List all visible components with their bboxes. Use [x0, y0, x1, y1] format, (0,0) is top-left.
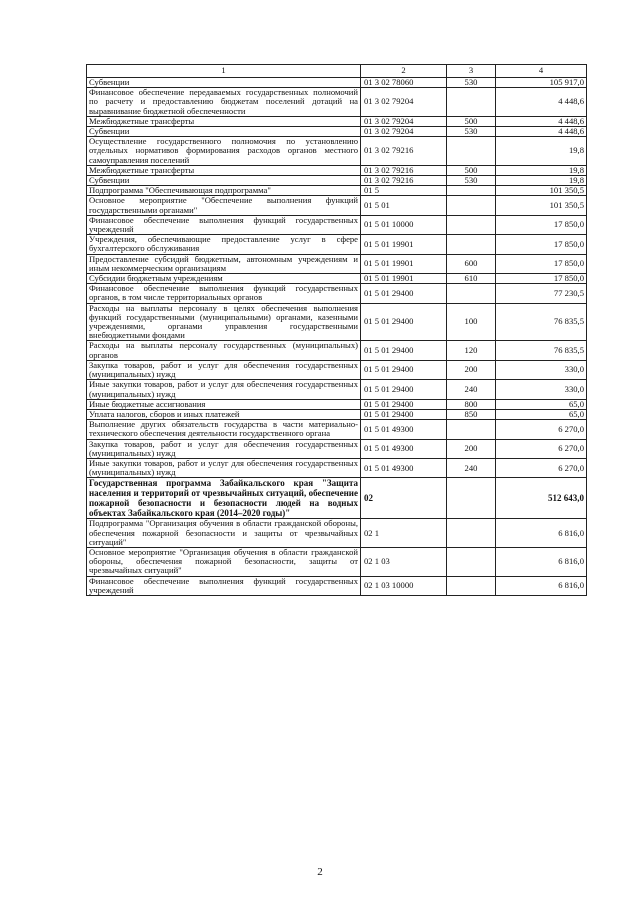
table-row	[87, 547, 587, 576]
table-row	[87, 439, 587, 458]
row-code-cell: 01 5 01 49300	[361, 420, 447, 439]
row-type-cell	[447, 420, 496, 439]
table-row	[87, 303, 587, 341]
row-type-cell	[447, 547, 496, 576]
row-code-cell: 01 3 02 79204	[361, 127, 447, 137]
row-type-cell: 800	[447, 399, 496, 409]
row-type-cell	[447, 284, 496, 303]
row-sum-cell: 6 816,0	[496, 519, 587, 548]
row-type-cell: 530	[447, 176, 496, 186]
row-type-cell: 500	[447, 116, 496, 126]
row-code-cell: 01 5 01 19901	[361, 254, 447, 273]
table-row	[87, 284, 587, 303]
row-sum-cell: 65,0	[496, 409, 587, 419]
row-type-cell: 120	[447, 341, 496, 360]
row-type-cell: 100	[447, 303, 496, 341]
row-sum-cell: 17 850,0	[496, 215, 587, 234]
row-code-cell: 02	[361, 478, 447, 519]
row-sum-cell: 65,0	[496, 399, 587, 409]
row-name-cell: Учреждения, обеспечивающие предоставление услуг в сфере бухгалтерского обслуживания	[87, 235, 361, 254]
row-name-cell: Закупка товаров, работ и услуг для обеспечения государственных (муниципальных) нужд	[87, 360, 361, 379]
row-name-cell: Расходы на выплаты персоналу государственных (муниципальных) органов	[87, 341, 361, 360]
row-type-cell	[447, 137, 496, 166]
table-row	[87, 519, 587, 548]
table-row	[87, 78, 587, 88]
row-name-cell: Субсидии бюджетным учреждениям	[87, 274, 361, 284]
row-type-cell	[447, 215, 496, 234]
row-code-cell: 01 5 01 19901	[361, 235, 447, 254]
row-type-cell	[447, 478, 496, 519]
row-type-cell: 850	[447, 409, 496, 419]
row-sum-cell: 6 816,0	[496, 547, 587, 576]
row-code-cell: 01 3 02 79216	[361, 137, 447, 166]
table-row	[87, 409, 587, 419]
row-code-cell: 01 5 01 29400	[361, 303, 447, 341]
row-name-cell: Субвенции	[87, 78, 361, 88]
table-row	[87, 274, 587, 284]
table-row	[87, 137, 587, 166]
table-row	[87, 235, 587, 254]
row-type-cell: 240	[447, 458, 496, 477]
row-type-cell	[447, 576, 496, 595]
row-sum-cell: 77 230,5	[496, 284, 587, 303]
table-row	[87, 127, 587, 137]
row-code-cell: 01 5 01	[361, 196, 447, 215]
row-name-cell: Иные закупки товаров, работ и услуг для обеспечения государственных (муниципальных) нужд	[87, 458, 361, 477]
row-name-cell: Иные бюджетные ассигнования	[87, 399, 361, 409]
row-name-cell: Иные закупки товаров, работ и услуг для обеспечения государственных (муниципальных) нужд	[87, 380, 361, 399]
row-name-cell: Государственная программа Забайкальского края "Защита населения и территорий от чрезвычайных ситуаций, обеспечение пожарной безопасности и безопасности людей на водных объектах Забайкальского края (2014–2020 годы)"	[87, 478, 361, 519]
table-row	[87, 165, 587, 175]
page-number: 2	[317, 866, 323, 878]
row-type-cell: 240	[447, 380, 496, 399]
header-col-3: 3	[447, 65, 496, 78]
row-code-cell: 01 5 01 29400	[361, 284, 447, 303]
row-sum-cell: 330,0	[496, 380, 587, 399]
row-type-cell	[447, 235, 496, 254]
row-name-cell: Основное мероприятие "Организация обучения в области гражданской обороны, обеспечения пожарной безопасности, защиты от чрезвычайных ситуаций"	[87, 547, 361, 576]
row-sum-cell: 4 448,6	[496, 127, 587, 137]
row-code-cell: 01 3 02 79216	[361, 176, 447, 186]
row-name-cell: Основное мероприятие "Обеспечение выполнения функций государственными органами"	[87, 196, 361, 215]
row-sum-cell: 330,0	[496, 360, 587, 379]
table-row	[87, 254, 587, 273]
row-type-cell: 530	[447, 78, 496, 88]
row-sum-cell: 76 835,5	[496, 341, 587, 360]
row-sum-cell: 6 270,0	[496, 420, 587, 439]
row-type-cell	[447, 88, 496, 117]
table-row	[87, 360, 587, 379]
table-row	[87, 176, 587, 186]
row-type-cell: 200	[447, 360, 496, 379]
row-code-cell: 01 3 02 79204	[361, 116, 447, 126]
row-type-cell	[447, 196, 496, 215]
row-code-cell: 01 3 02 79216	[361, 165, 447, 175]
row-type-cell: 200	[447, 439, 496, 458]
row-sum-cell: 17 850,0	[496, 235, 587, 254]
row-sum-cell: 101 350,5	[496, 186, 587, 196]
row-code-cell: 01 5 01 29400	[361, 380, 447, 399]
row-name-cell: Подпрограмма "Обеспечивающая подпрограмма"	[87, 186, 361, 196]
row-type-cell: 530	[447, 127, 496, 137]
row-name-cell: Подпрограмма "Организация обучения в области гражданской обороны, обеспечения пожарной безопасности и защиты от чрезвычайных ситуаций"	[87, 519, 361, 548]
row-name-cell: Межбюджетные трансферты	[87, 116, 361, 126]
row-name-cell: Финансовое обеспечение передаваемых государственных полномочий по расчету и предоставлению бюджетам поселений дотаций на выравнивание бюджетной обеспеченности	[87, 88, 361, 117]
table-row	[87, 116, 587, 126]
header-col-2: 2	[361, 65, 447, 78]
row-sum-cell: 17 850,0	[496, 274, 587, 284]
row-sum-cell: 105 917,0	[496, 78, 587, 88]
row-name-cell: Финансовое обеспечение выполнения функций государственных учреждений	[87, 576, 361, 595]
budget-table	[86, 64, 587, 596]
row-code-cell: 01 3 02 78060	[361, 78, 447, 88]
header-row	[87, 65, 587, 78]
row-name-cell: Закупка товаров, работ и услуг для обеспечения государственных (муниципальных) нужд	[87, 439, 361, 458]
row-name-cell: Расходы на выплаты персоналу в целях обеспечения выполнения функций государственными (муниципальными) органами, казенными учреждениями, органами управления государственными внебюджетными фондами	[87, 303, 361, 341]
row-code-cell: 02 1	[361, 519, 447, 548]
row-type-cell: 610	[447, 274, 496, 284]
table-row	[87, 420, 587, 439]
row-sum-cell: 101 350,5	[496, 196, 587, 215]
row-sum-cell: 19,8	[496, 137, 587, 166]
row-code-cell: 01 5 01 29400	[361, 409, 447, 419]
row-code-cell: 01 5 01 19901	[361, 274, 447, 284]
row-code-cell: 02 1 03	[361, 547, 447, 576]
row-code-cell: 01 5 01 29400	[361, 341, 447, 360]
row-type-cell: 600	[447, 254, 496, 273]
budget-table-body	[87, 65, 587, 596]
header-col-1: 1	[87, 65, 361, 78]
row-sum-cell: 4 448,6	[496, 116, 587, 126]
table-row	[87, 458, 587, 477]
row-name-cell: Предоставление субсидий бюджетным, автономным учреждениям и иным некоммерческим организациям	[87, 254, 361, 273]
row-name-cell: Субвенции	[87, 127, 361, 137]
table-row	[87, 380, 587, 399]
row-name-cell: Финансовое обеспечение выполнения функций государственных органов, в том числе территориальных органов	[87, 284, 361, 303]
row-code-cell: 01 5 01 10000	[361, 215, 447, 234]
table-row	[87, 399, 587, 409]
row-type-cell	[447, 519, 496, 548]
row-code-cell: 01 5 01 29400	[361, 399, 447, 409]
table-row	[87, 576, 587, 595]
row-name-cell: Уплата налогов, сборов и иных платежей	[87, 409, 361, 419]
row-code-cell: 01 3 02 79204	[361, 88, 447, 117]
row-name-cell: Осуществление государственного полномочия по установлению отдельных нормативов формирования расходов органов местного самоуправления поселений	[87, 137, 361, 166]
row-code-cell: 02 1 03 10000	[361, 576, 447, 595]
row-name-cell: Субвенции	[87, 176, 361, 186]
table-row	[87, 215, 587, 234]
row-sum-cell: 6 270,0	[496, 458, 587, 477]
row-sum-cell: 19,8	[496, 165, 587, 175]
row-name-cell: Межбюджетные трансферты	[87, 165, 361, 175]
row-code-cell: 01 5 01 49300	[361, 439, 447, 458]
row-code-cell: 01 5	[361, 186, 447, 196]
row-code-cell: 01 5 01 29400	[361, 360, 447, 379]
row-sum-cell: 6 816,0	[496, 576, 587, 595]
row-sum-cell: 76 835,5	[496, 303, 587, 341]
header-col-4: 4	[496, 65, 587, 78]
table-row	[87, 341, 587, 360]
row-sum-cell: 512 643,0	[496, 478, 587, 519]
row-sum-cell: 6 270,0	[496, 439, 587, 458]
row-sum-cell: 19,8	[496, 176, 587, 186]
table-row	[87, 88, 587, 117]
row-name-cell: Финансовое обеспечение выполнения функций государственных учреждений	[87, 215, 361, 234]
table-row	[87, 196, 587, 215]
table-row	[87, 478, 587, 519]
row-sum-cell: 4 448,6	[496, 88, 587, 117]
row-type-cell: 500	[447, 165, 496, 175]
row-code-cell: 01 5 01 49300	[361, 458, 447, 477]
table-row	[87, 186, 587, 196]
row-type-cell	[447, 186, 496, 196]
row-name-cell: Выполнение других обязательств государства в части материально-технического обеспечения деятельности государственного органа	[87, 420, 361, 439]
row-sum-cell: 17 850,0	[496, 254, 587, 273]
